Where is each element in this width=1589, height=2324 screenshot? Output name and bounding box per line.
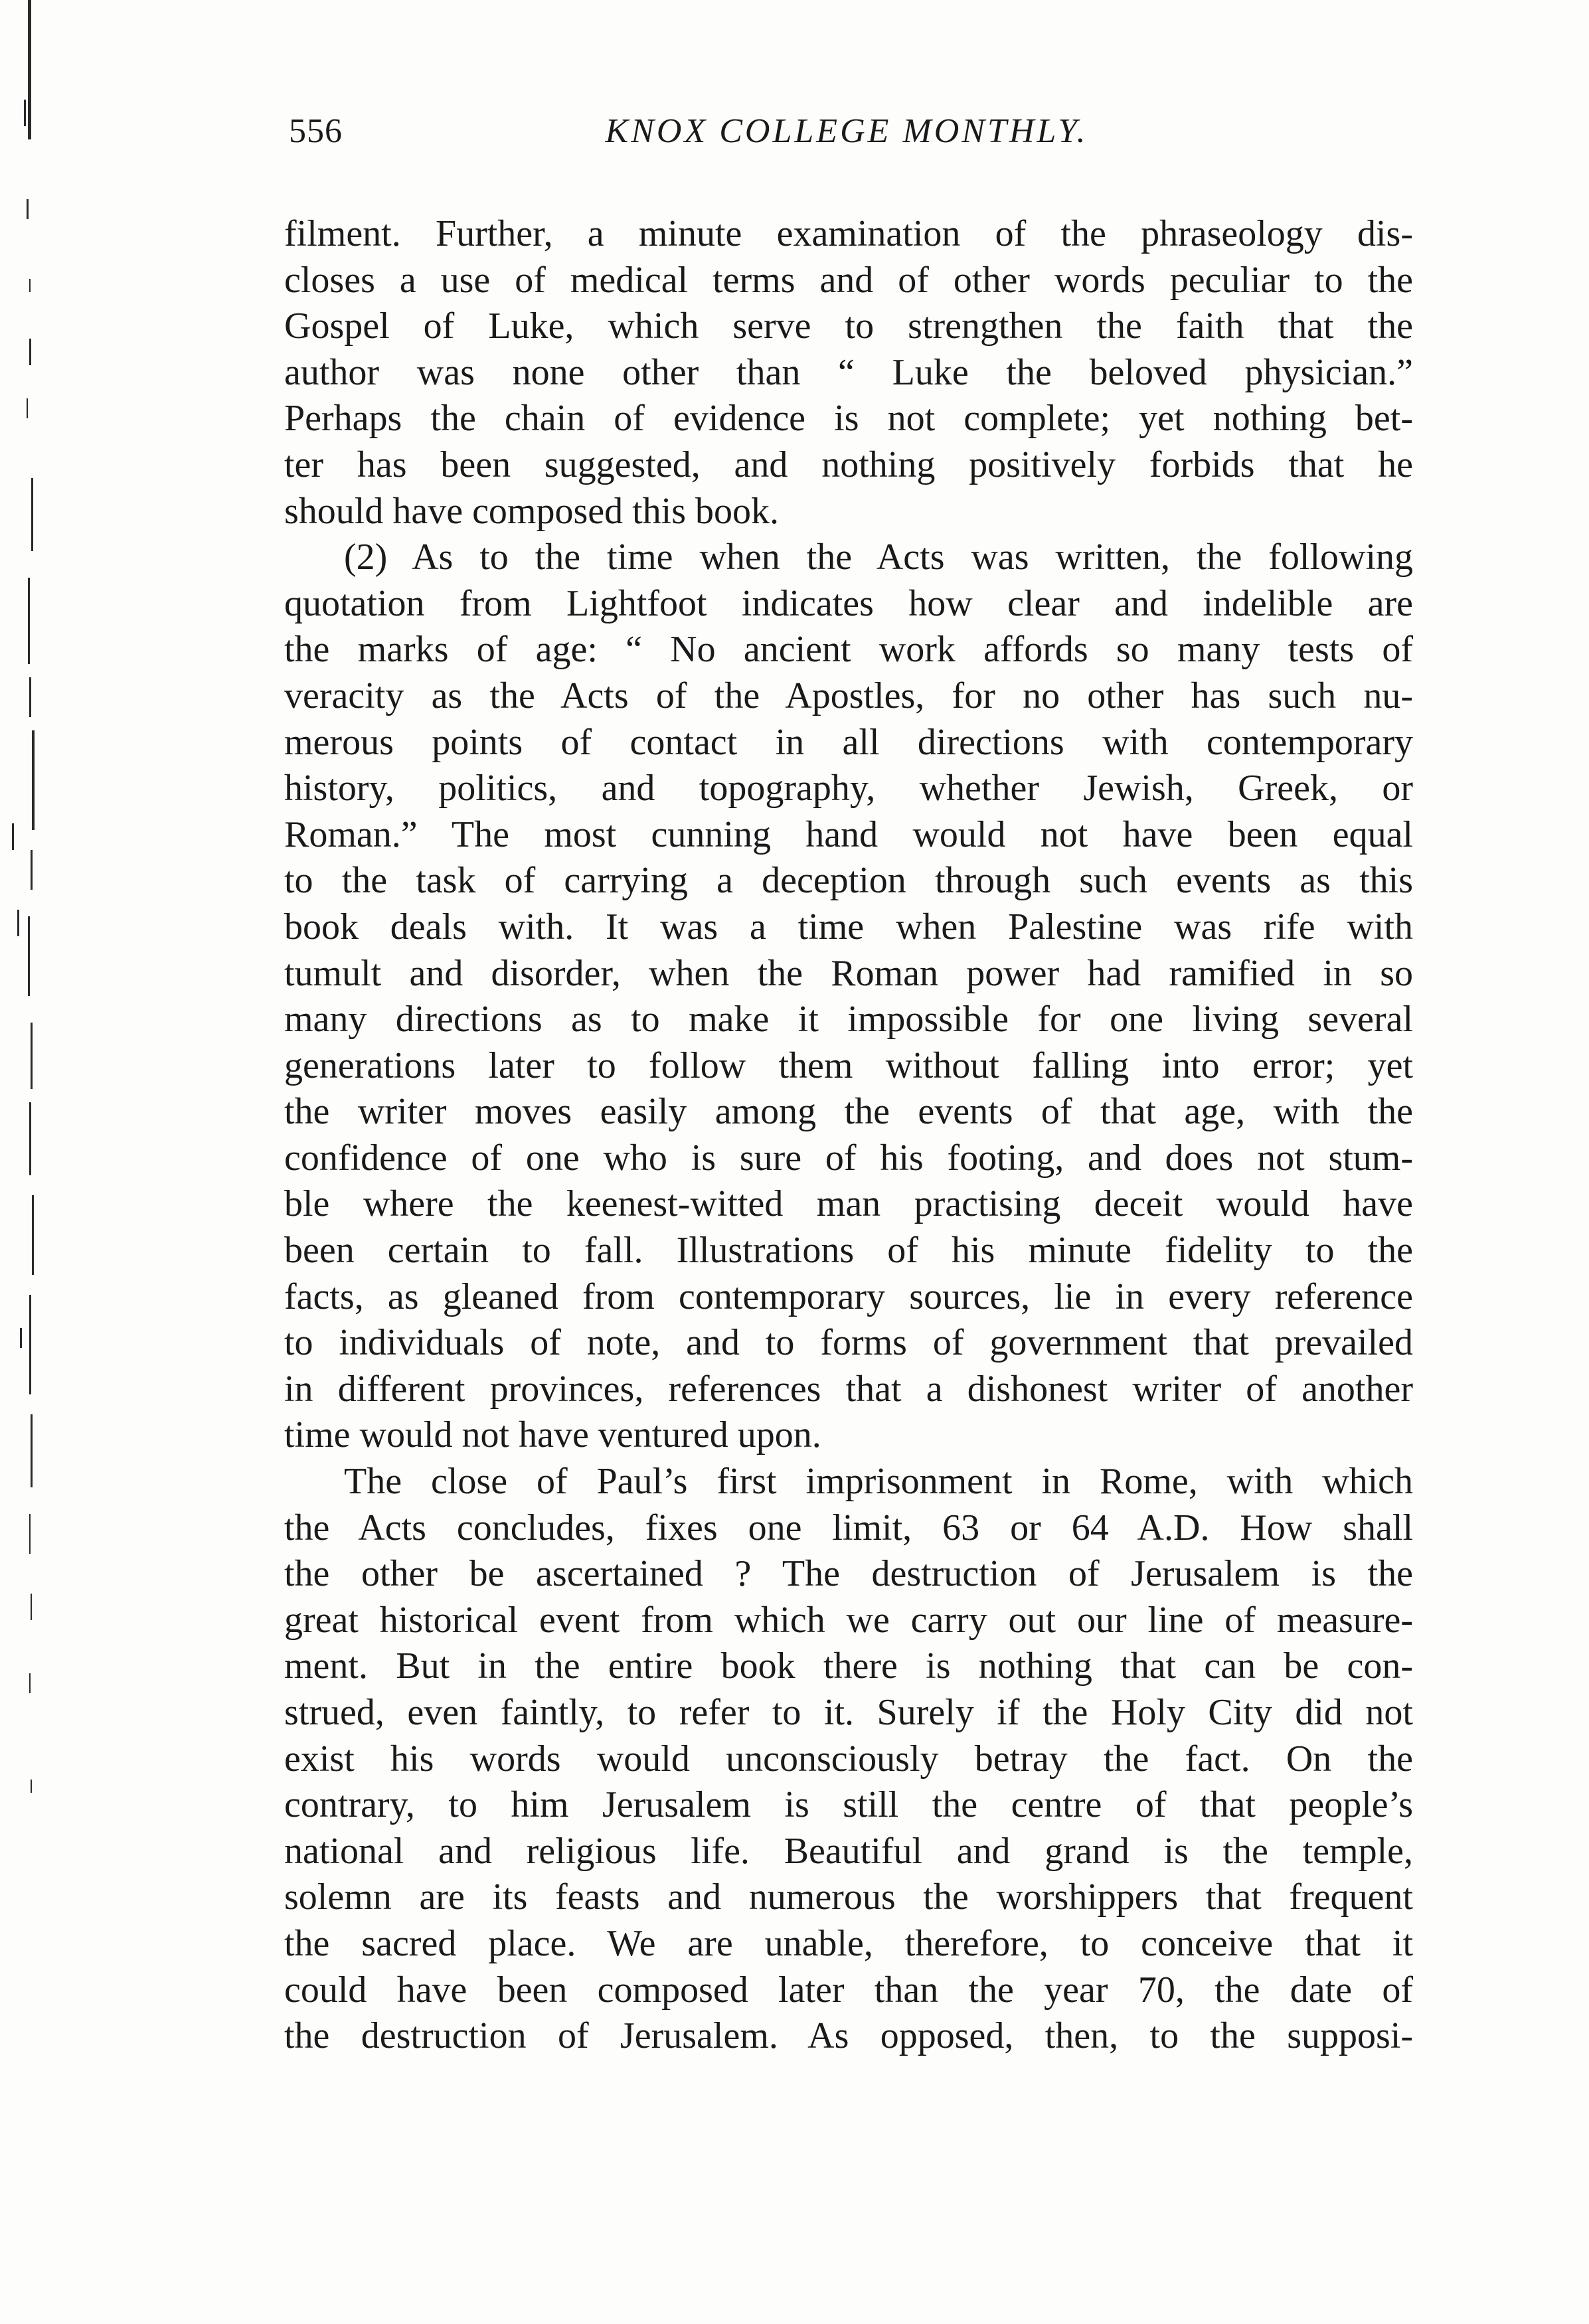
text-line: The close of Paul’s first imprisonment in Rome, with which — [344, 1461, 1413, 1503]
text-line: merous points of contact in all directions with contemporary — [284, 721, 1413, 763]
text-line: tumult and disorder, when the Roman power had ramified in so — [284, 952, 1413, 994]
text-line: contrary, to him Jerusalem is still the centre of that people’s — [284, 1784, 1413, 1826]
text-line: the sacred place. We are unable, therefore, to conceive that it — [284, 1922, 1413, 1964]
body-text — [284, 211, 1413, 2060]
text-line: should have composed this book. — [284, 490, 780, 532]
text-line: filment. Further, a minute examination of the phraseology dis- — [284, 213, 1413, 254]
text-line: facts, as gleaned from contemporary sources, lie in every reference — [284, 1276, 1413, 1317]
text-line: to the task of carrying a deception through such events as this — [284, 860, 1413, 902]
text-line: book deals with. It was a time when Palestine was rife with — [284, 906, 1413, 948]
text-line: ter has been suggested, and nothing positively forbids that he — [284, 444, 1413, 485]
text-line: quotation from Lightfoot indicates how clear and indelible are — [284, 582, 1413, 624]
text-line: confidence of one who is sure of his footing, and does not stum- — [284, 1137, 1413, 1179]
running-head: KNOX COLLEGE MONTHLY. — [605, 112, 1088, 150]
text-line: veracity as the Acts of the Apostles, for no other has such nu- — [284, 675, 1413, 716]
text-line: the Acts concludes, fixes one limit, 63 or 64 A.D. How shall — [284, 1507, 1413, 1548]
text-line: in different provinces, references that a dishonest writer of another — [284, 1368, 1413, 1410]
page-number: 556 — [289, 112, 343, 150]
text-line: solemn are its feasts and numerous the worshippers that frequent — [284, 1876, 1413, 1918]
text-line: generations later to follow them without falling into error; yet — [284, 1044, 1413, 1086]
text-line: closes a use of medical terms and of other words peculiar to the — [284, 259, 1413, 301]
text-line: author was none other than “ Luke the beloved physician.” — [284, 351, 1413, 393]
text-line: strued, even faintly, to refer to it. Surely if the Holy City did not — [284, 1692, 1413, 1733]
text-line: been certain to fall. Illustrations of his minute fidelity to the — [284, 1230, 1413, 1272]
text-line: the other be ascertained ? The destruction of Jerusalem is the — [284, 1553, 1413, 1595]
text-line: the marks of age: “ No ancient work affords so many tests of — [284, 629, 1413, 671]
text-line: Perhaps the chain of evidence is not complete; yet nothing bet- — [284, 398, 1413, 440]
text-line: exist his words would unconsciously betray the fact. On the — [284, 1738, 1413, 1780]
text-line: to individuals of note, and to forms of government that prevailed — [284, 1322, 1413, 1364]
binding-edge-shadow — [0, 0, 73, 2324]
page-header — [282, 112, 1411, 165]
text-line: ble where the keenest-witted man practising deceit would have — [284, 1183, 1413, 1225]
text-line: ment. But in the entire book there is nothing that can be con- — [284, 1645, 1413, 1687]
text-line: Roman.” The most cunning hand would not have been equal — [284, 813, 1413, 855]
text-line: great historical event from which we carry out our line of measure- — [284, 1599, 1413, 1641]
text-line: the destruction of Jerusalem. As opposed, then, to the supposi- — [284, 2015, 1413, 2057]
text-line: time would not have ventured upon. — [284, 1414, 821, 1456]
text-line: could have been composed later than the year 70, the date of — [284, 1969, 1413, 2011]
text-line: (2) As to the time when the Acts was written, the following — [344, 537, 1413, 578]
text-line: Gospel of Luke, which serve to strengthen the faith that the — [284, 305, 1413, 347]
text-line: many directions as to make it impossible for one living several — [284, 999, 1413, 1040]
text-line: history, politics, and topography, whether Jewish, Greek, or — [284, 768, 1413, 809]
text-line: the writer moves easily among the events of that age, with the — [284, 1091, 1413, 1133]
text-line: national and religious life. Beautiful and grand is the temple, — [284, 1830, 1413, 1872]
